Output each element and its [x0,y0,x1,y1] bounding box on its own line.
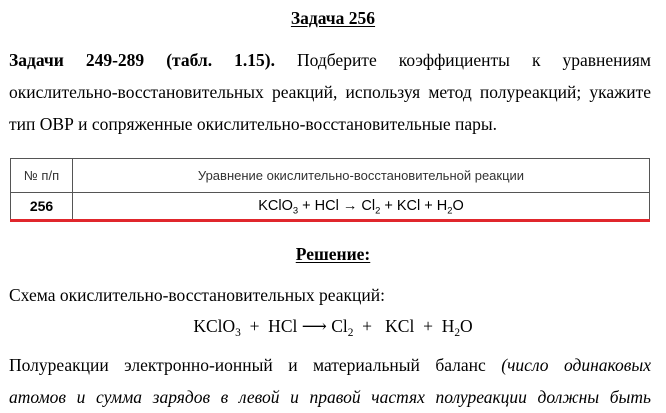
eq-part: KClO [258,198,293,214]
half-note: (число одинаковых [501,355,652,375]
eq-part: O [460,316,473,336]
eq-part: + HCl ⟶ Cl [240,316,348,336]
task-intro [9,44,651,140]
eq-part: + KCl + H [380,198,448,214]
solution-title: Решение: [295,244,371,264]
eq-part: + KCl + H [353,316,455,336]
reaction-table [10,158,650,220]
intro-lead: Задачи 249-289 (табл. 1.15). [9,50,275,70]
eq-sub: 2 [447,204,453,216]
scheme-label: Схема окислительно-восстановительных реакций: [9,285,385,305]
intro-line-1 [9,44,651,76]
half-text: Полуреакции электронно-ионный и материальный баланс [9,355,502,375]
table-header-equation: Уравнение окислительно-восстановительной реакции [197,168,525,183]
intro-line-2: окислительно-восстановительных реакций, используя метод полуреакций; укажите [9,82,651,102]
half-reactions-paragraph [9,349,651,413]
intro-line-3: тип ОВР и сопряженные окислительно-восстановительные пары. [9,114,498,134]
eq-part: KClO [193,316,236,336]
table-header-num: № п/п [23,168,60,183]
intro-line-1-rest: Подберите коэффициенты к уравнениям [296,50,651,70]
half-line-1 [9,349,651,381]
table-row-equation [73,193,649,220]
half-line-2: атомов и сумма зарядов в левой и правой частях полуреакции должны быть [9,387,651,407]
eq-part: + HCl → Cl [298,198,376,214]
eq-sub: 2 [347,326,354,339]
eq-sub: 2 [375,204,381,216]
scheme-equation [0,316,666,337]
eq-sub: 3 [235,326,241,339]
table-row-num: 256 [29,198,54,214]
eq-part: O [452,198,464,214]
eq-sub: 3 [292,204,299,216]
table-accent-line [10,219,650,222]
task-title: Задача 256 [290,8,376,28]
eq-sub: 2 [454,326,461,339]
